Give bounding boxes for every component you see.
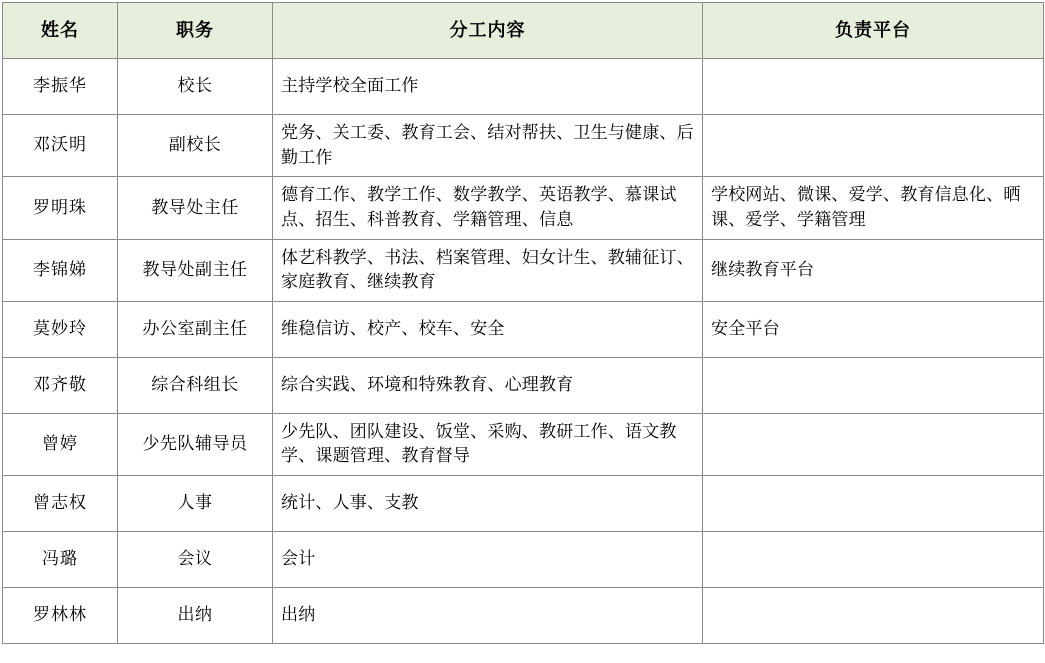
cell-name: 邓齐敬 — [3, 357, 118, 413]
cell-duty: 统计、人事、支教 — [273, 476, 703, 532]
cell-post: 人事 — [118, 476, 273, 532]
cell-name: 李振华 — [3, 59, 118, 115]
cell-name: 罗林林 — [3, 588, 118, 644]
cell-duty: 综合实践、环境和特殊教育、心理教育 — [273, 357, 703, 413]
cell-post: 会议 — [118, 532, 273, 588]
cell-name: 曾志权 — [3, 476, 118, 532]
cell-duty: 少先队、团队建设、饭堂、采购、教研工作、语文教学、课题管理、教育督导 — [273, 413, 703, 475]
cell-post: 综合科组长 — [118, 357, 273, 413]
table-row — [3, 239, 1044, 301]
table-row — [3, 59, 1044, 115]
cell-post: 副校长 — [118, 115, 273, 177]
table-row — [3, 588, 1044, 644]
cell-duty: 主持学校全面工作 — [273, 59, 703, 115]
table-row — [3, 532, 1044, 588]
cell-platform — [703, 357, 1044, 413]
column-header-name: 姓名 — [3, 3, 118, 59]
cell-duty: 体艺科教学、书法、档案管理、妇女计生、教辅征订、家庭教育、继续教育 — [273, 239, 703, 301]
cell-name: 冯璐 — [3, 532, 118, 588]
cell-post: 出纳 — [118, 588, 273, 644]
duty-assignment-table — [2, 2, 1044, 644]
table-row — [3, 357, 1044, 413]
cell-platform — [703, 476, 1044, 532]
table-body — [3, 59, 1044, 644]
cell-duty: 会计 — [273, 532, 703, 588]
cell-platform: 学校网站、微课、爱学、教育信息化、晒课、爱学、学籍管理 — [703, 177, 1044, 239]
cell-platform: 继续教育平台 — [703, 239, 1044, 301]
cell-duty: 出纳 — [273, 588, 703, 644]
cell-platform — [703, 413, 1044, 475]
cell-name: 曾婷 — [3, 413, 118, 475]
cell-post: 教导处主任 — [118, 177, 273, 239]
cell-platform — [703, 115, 1044, 177]
cell-name: 邓沃明 — [3, 115, 118, 177]
document-sheet — [0, 2, 1045, 663]
column-header-platform: 负责平台 — [703, 3, 1044, 59]
cell-platform — [703, 588, 1044, 644]
table-row — [3, 301, 1044, 357]
column-header-duty: 分工内容 — [273, 3, 703, 59]
table-row — [3, 413, 1044, 475]
cell-duty: 党务、关工委、教育工会、结对帮扶、卫生与健康、后勤工作 — [273, 115, 703, 177]
cell-post: 办公室副主任 — [118, 301, 273, 357]
cell-name: 莫妙玲 — [3, 301, 118, 357]
cell-post: 校长 — [118, 59, 273, 115]
cell-platform — [703, 59, 1044, 115]
cell-name: 罗明珠 — [3, 177, 118, 239]
table-header-row — [3, 3, 1044, 59]
cell-platform — [703, 532, 1044, 588]
column-header-post: 职务 — [118, 3, 273, 59]
cell-post: 教导处副主任 — [118, 239, 273, 301]
table-row — [3, 177, 1044, 239]
table-row — [3, 476, 1044, 532]
cell-platform: 安全平台 — [703, 301, 1044, 357]
table-header — [3, 3, 1044, 59]
cell-duty: 维稳信访、校产、校车、安全 — [273, 301, 703, 357]
cell-duty: 德育工作、教学工作、数学教学、英语教学、慕课试点、招生、科普教育、学籍管理、信息 — [273, 177, 703, 239]
cell-post: 少先队辅导员 — [118, 413, 273, 475]
table-row — [3, 115, 1044, 177]
cell-name: 李锦娣 — [3, 239, 118, 301]
